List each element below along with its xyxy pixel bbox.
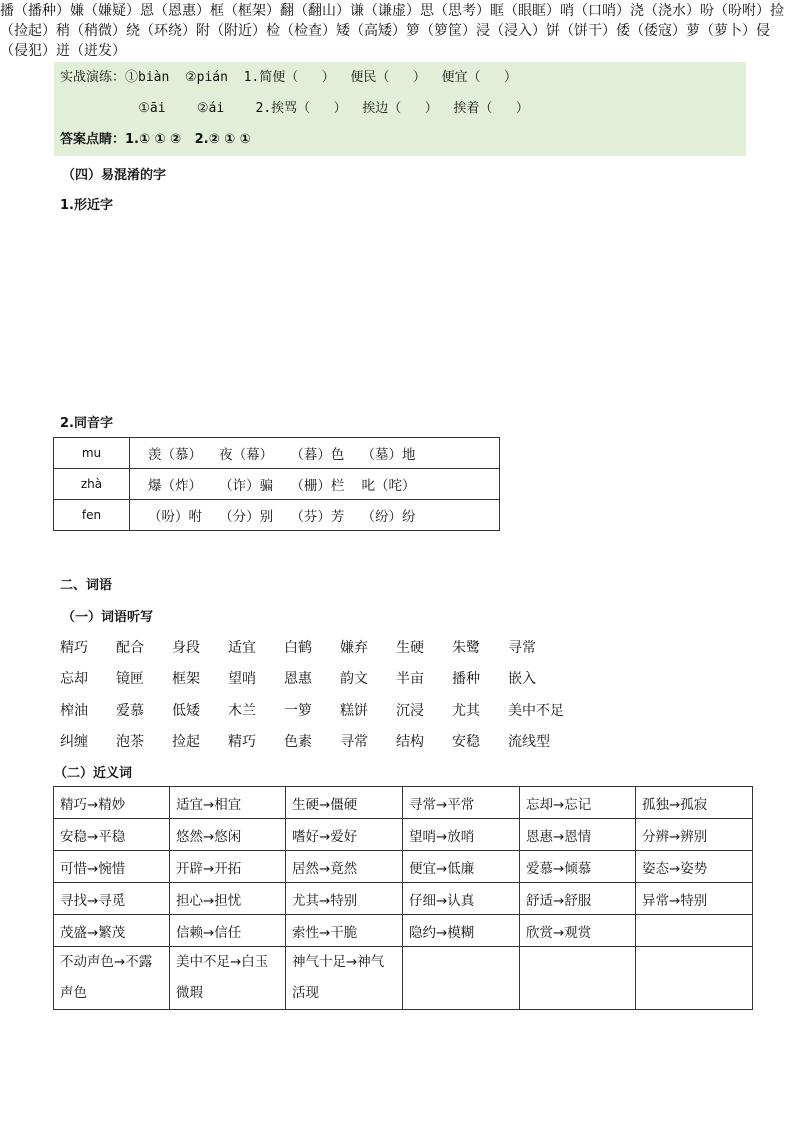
dictation-word: 低矮 (172, 703, 200, 719)
synonym-cell: 孤独→孤寂 (636, 787, 753, 819)
dictation-word: 寻常 (508, 640, 536, 656)
synonym-cell: 寻常→平常 (403, 787, 520, 819)
dictation-word: 朱鹭 (452, 640, 480, 656)
table-row (54, 819, 753, 851)
table-row (54, 787, 753, 819)
synonym-cell: 仔细→认真 (403, 883, 520, 915)
table-row (54, 500, 500, 531)
section-heading-dictation: （一）词语听写 (62, 610, 154, 625)
table-row (54, 469, 500, 500)
pinyin-cell: mu (54, 438, 130, 469)
synonym-cell: 欣赏→观赏 (520, 915, 636, 947)
pinyin-cell: fen (54, 500, 130, 531)
similar-char-item: 饼（饼干） (546, 23, 616, 39)
dictation-word: 尤其 (452, 703, 480, 719)
dictation-word: 沉浸 (396, 703, 424, 719)
dictation-word: 生硬 (396, 640, 424, 656)
dictation-word: 镜匣 (116, 671, 144, 687)
synonym-cell: 不动声色→不露声色 (54, 947, 170, 1010)
dictation-word: 纠缠 (60, 734, 88, 750)
synonym-cell: 精巧→精妙 (54, 787, 170, 819)
synonym-cell: 寻找→寻觅 (54, 883, 170, 915)
similar-char-item: 侵（侵犯） (0, 23, 770, 59)
similar-char-item: 翻（翻山） (280, 3, 350, 19)
similar-char-item: 播（播种） (0, 3, 70, 19)
dictation-word: 身段 (172, 640, 200, 656)
synonym-cell: 适宜→相宜 (170, 787, 286, 819)
section-heading-homophones: 2.同音字 (60, 416, 113, 431)
synonym-cell (636, 915, 753, 947)
table-row (54, 438, 500, 469)
similar-char-item: 嫌（嫌疑） (70, 3, 140, 19)
practice-line-2: ①āi ②ái 2.挨骂（ ） 挨边（ ） 挨着（ ） (60, 101, 529, 116)
synonym-cell: 安稳→平稳 (54, 819, 170, 851)
dictation-word: 一箩 (284, 703, 312, 719)
synonym-cell: 爱慕→倾慕 (520, 851, 636, 883)
synonym-cell: 开辟→开拓 (170, 851, 286, 883)
homophone-table (53, 437, 500, 531)
practice-line-1: 实战演练：①biàn ②pián 1.简便（ ） 便民（ ） 便宜（ ） (60, 70, 517, 85)
dictation-word: 色素 (284, 734, 312, 750)
dictation-word: 爱慕 (116, 703, 144, 719)
similar-char-item: 思（思考） (420, 3, 490, 19)
dictation-word: 精巧 (228, 734, 256, 750)
table-row (54, 915, 753, 947)
section-heading-vocabulary: 二、词语 (60, 578, 113, 593)
words-cell: 爆（炸） （诈）骗 （栅）栏 叱（咤） (130, 469, 500, 500)
section-heading-confusing-chars: （四）易混淆的字 (62, 168, 167, 183)
synonym-cell: 神气十足→神气活现 (286, 947, 403, 1010)
similar-char-item: 吩（吩咐） (700, 3, 770, 19)
dictation-word: 播种 (452, 671, 480, 687)
dictation-word: 捡起 (172, 734, 200, 750)
similar-char-item: 附（附近） (196, 23, 266, 39)
section-heading-synonyms: （二）近义词 (54, 766, 133, 781)
synonym-cell: 望哨→放哨 (403, 819, 520, 851)
similar-char-item: 恩（恩惠） (140, 3, 210, 19)
dictation-word: 美中不足 (508, 703, 564, 719)
synonym-cell: 索性→干脆 (286, 915, 403, 947)
synonym-cell (636, 947, 753, 1010)
dictation-word: 框架 (172, 671, 200, 687)
synonym-cell: 忘却→忘记 (520, 787, 636, 819)
similar-char-item: 倭（倭寇） (616, 23, 686, 39)
dictation-word: 流线型 (508, 734, 550, 750)
synonym-cell: 生硬→僵硬 (286, 787, 403, 819)
answer-line: 答案点睛：1.① ① ② 2.② ① ① (60, 132, 251, 147)
similar-char-item: 浸（浸入） (476, 23, 546, 39)
dictation-word: 配合 (116, 640, 144, 656)
table-row (54, 851, 753, 883)
similar-char-item: 眶（眼眶） (490, 3, 560, 19)
dictation-word: 木兰 (228, 703, 256, 719)
dictation-word: 糕饼 (340, 703, 368, 719)
synonym-cell (403, 947, 520, 1010)
dictation-word: 嫌弃 (340, 640, 368, 656)
dictation-word: 泡茶 (116, 734, 144, 750)
synonym-cell: 可惜→惋惜 (54, 851, 170, 883)
similar-char-item: 绕（环绕） (126, 23, 196, 39)
synonym-cell: 恩惠→恩情 (520, 819, 636, 851)
synonym-cell: 茂盛→繁茂 (54, 915, 170, 947)
dictation-word: 韵文 (340, 671, 368, 687)
similar-char-item: 检（检查） (266, 23, 336, 39)
synonym-cell: 尤其→特别 (286, 883, 403, 915)
similar-char-item: 浇（浇水） (630, 3, 700, 19)
synonym-cell: 嗜好→爱好 (286, 819, 403, 851)
dictation-word: 安稳 (452, 734, 480, 750)
dictation-word: 寻常 (340, 734, 368, 750)
dictation-word: 精巧 (60, 640, 88, 656)
words-cell: 羡（慕） 夜（幕） （暮）色 （墓）地 (130, 438, 500, 469)
dictation-word: 忘却 (60, 671, 88, 687)
dictation-word: 榨油 (60, 703, 88, 719)
synonym-cell: 分辨→辨别 (636, 819, 753, 851)
practice-box (54, 62, 746, 156)
synonym-cell (520, 947, 636, 1010)
synonym-cell: 悠然→悠闲 (170, 819, 286, 851)
similar-char-item: 哨（口哨） (560, 3, 630, 19)
synonym-cell: 异常→特别 (636, 883, 753, 915)
words-cell: （吩）咐 （分）别 （芬）芳 （纷）纷 (130, 500, 500, 531)
synonym-cell: 美中不足→白玉微瑕 (170, 947, 286, 1010)
similar-char-item: 矮（高矮） (336, 23, 406, 39)
dictation-word: 半亩 (396, 671, 424, 687)
similar-char-item: 框（框架） (210, 3, 280, 19)
table-row (54, 947, 753, 1010)
table-row (54, 883, 753, 915)
pinyin-cell: zhà (54, 469, 130, 500)
similar-char-item: 捡（捡起） (0, 3, 784, 39)
dictation-word: 嵌入 (508, 671, 536, 687)
dictation-word: 望哨 (228, 671, 256, 687)
dictation-word: 白鹤 (284, 640, 312, 656)
synonym-cell: 信赖→信任 (170, 915, 286, 947)
synonym-table (53, 786, 753, 1010)
dictation-word: 适宜 (228, 640, 256, 656)
synonym-cell: 姿态→姿势 (636, 851, 753, 883)
synonym-cell: 居然→竟然 (286, 851, 403, 883)
dictation-word: 结构 (396, 734, 424, 750)
synonym-cell: 便宜→低廉 (403, 851, 520, 883)
similar-char-item: 萝（萝卜） (686, 23, 756, 39)
synonym-cell: 隐约→模糊 (403, 915, 520, 947)
dictation-word: 恩惠 (284, 671, 312, 687)
section-heading-similar-shape: 1.形近字 (60, 198, 113, 213)
similar-char-item: 迸（迸发） (56, 43, 126, 59)
similar-char-item: 稍（稍微） (56, 23, 126, 39)
similar-char-item: 箩（箩筐） (406, 23, 476, 39)
synonym-cell: 担心→担忧 (170, 883, 286, 915)
similar-char-item: 谦（谦虚） (350, 3, 420, 19)
synonym-cell: 舒适→舒服 (520, 883, 636, 915)
